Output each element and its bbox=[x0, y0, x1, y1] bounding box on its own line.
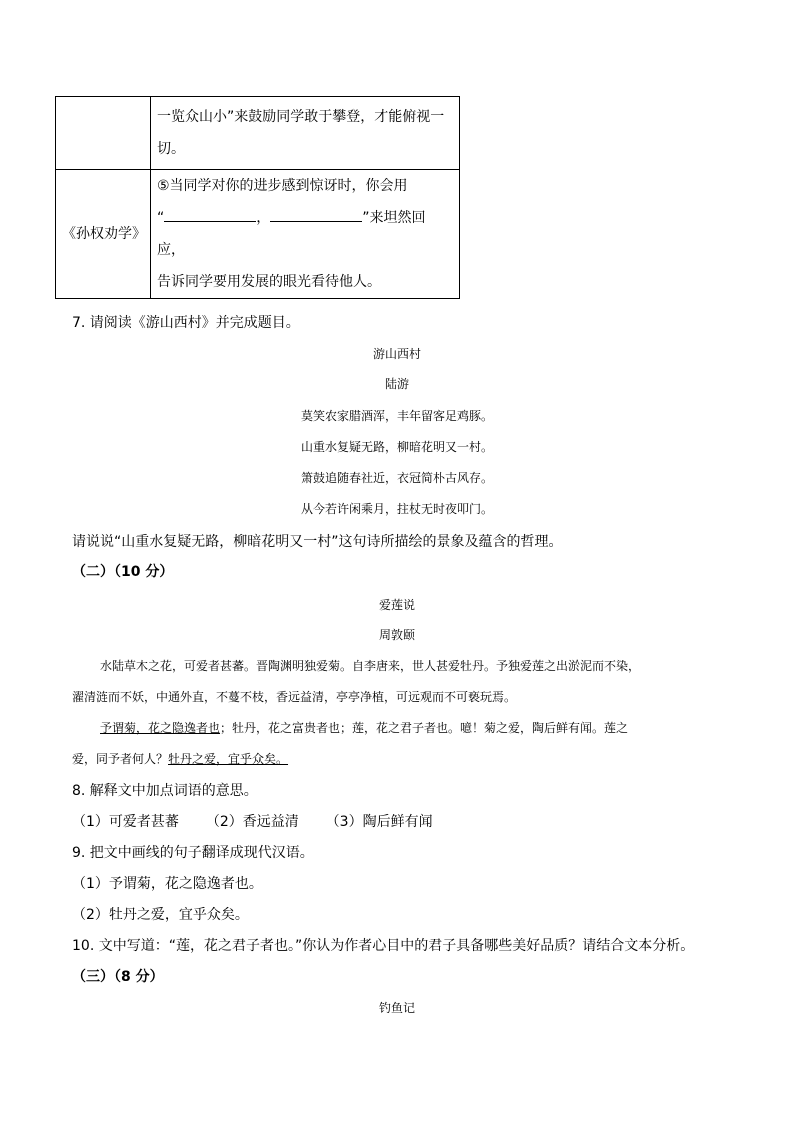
poem-line: 箫鼓追随春社近，衣冠简朴古风存。 bbox=[300, 471, 493, 485]
poem-author: 陆游 bbox=[384, 377, 409, 391]
question-7-prompt: 7. 请阅读《游山西村》并完成题目。 bbox=[72, 315, 300, 331]
essay-author: 周敦颐 bbox=[378, 628, 415, 642]
essay-title: 钓鱼记 bbox=[378, 1001, 415, 1015]
underlined-sentence: 予谓菊，花之隐逸者也 bbox=[100, 721, 221, 735]
question-8-items bbox=[72, 812, 433, 832]
poem-title: 游山西村 bbox=[372, 347, 421, 361]
poem-line: 莫笑农家腊酒浑，丰年留客足鸡豚。 bbox=[300, 409, 493, 423]
table-row bbox=[56, 170, 460, 299]
paragraph-text: 爱，同予者何人？ bbox=[72, 752, 169, 766]
table-cell-label: 《孙权劝学》 bbox=[56, 170, 151, 299]
paragraph-text: ；牡丹，花之富贵者也；莲，花之君子者也。噫！菊之爱，陶后鲜有闻。莲之 bbox=[220, 721, 629, 735]
open-quote: “ bbox=[157, 210, 165, 226]
question-item: （1）可爱者甚蕃 bbox=[72, 814, 179, 830]
question-8-prompt: 8. 解释文中加点词语的意思。 bbox=[72, 783, 258, 799]
close-quote-text: ”来坦然回应， bbox=[157, 210, 426, 258]
essay-paragraph-line: 水陆草木之花，可爱者甚蕃。晋陶渊明独爱菊。自李唐来，世人甚爱牡丹。予独爱莲之出淤泥而不染， bbox=[100, 659, 641, 673]
question-item: （2）香远益清 bbox=[205, 814, 299, 830]
question-9-prompt: 9. 把文中画线的句子翻译成现代汉语。 bbox=[72, 845, 314, 861]
table-cell-label bbox=[56, 97, 151, 170]
poem-line: 山重水复疑无路，柳暗花明又一村。 bbox=[300, 440, 493, 454]
table-cell-content: 一览众山小”来鼓励同学敢于攀登，才能俯视一切。 bbox=[151, 97, 460, 170]
question-7-text: 请说说“山重水复疑无路，柳暗花明又一村”这句诗所描绘的景象及蕴含的哲理。 bbox=[72, 534, 563, 550]
question-table bbox=[55, 96, 460, 299]
table-cell-line bbox=[157, 202, 453, 266]
answer-blank[interactable] bbox=[164, 205, 256, 222]
question-item: （3）陶后鲜有闻 bbox=[325, 814, 433, 830]
essay-paragraph-line bbox=[72, 750, 288, 768]
essay-paragraph-line: 濯清涟而不妖，中通外直，不蔓不枝，香远益清，亭亭净植，可远观而不可亵玩焉。 bbox=[72, 690, 517, 704]
comma: ， bbox=[256, 210, 271, 226]
essay-title: 爱莲说 bbox=[378, 598, 415, 612]
essay-paragraph-line bbox=[100, 719, 628, 737]
table-cell-content bbox=[151, 170, 460, 299]
poem-line: 从今若许闲乘月，拄杖无时夜叩门。 bbox=[300, 502, 493, 516]
question-item: （1）予谓菊，花之隐逸者也。 bbox=[72, 876, 263, 892]
section-3-header: （三）（8 分） bbox=[72, 969, 164, 985]
answer-blank[interactable] bbox=[270, 205, 362, 222]
table-cell-line: ⑤当同学对你的进步感到惊讶时，你会用 bbox=[157, 178, 408, 194]
question-10-prompt: 10. 文中写道：“莲，花之君子者也。”你认为作者心目中的君子具备哪些美好品质？请结合文本分析。 bbox=[72, 938, 695, 954]
section-2-header: （二）（10 分） bbox=[72, 564, 174, 580]
question-item: （2）牡丹之爱，宜乎众矣。 bbox=[72, 907, 249, 923]
table-cell-line: 告诉同学要用发展的眼光看待他人。 bbox=[157, 274, 381, 290]
table-row bbox=[56, 97, 460, 170]
underlined-sentence: 牡丹之爱，宜乎众矣。 bbox=[168, 752, 289, 766]
